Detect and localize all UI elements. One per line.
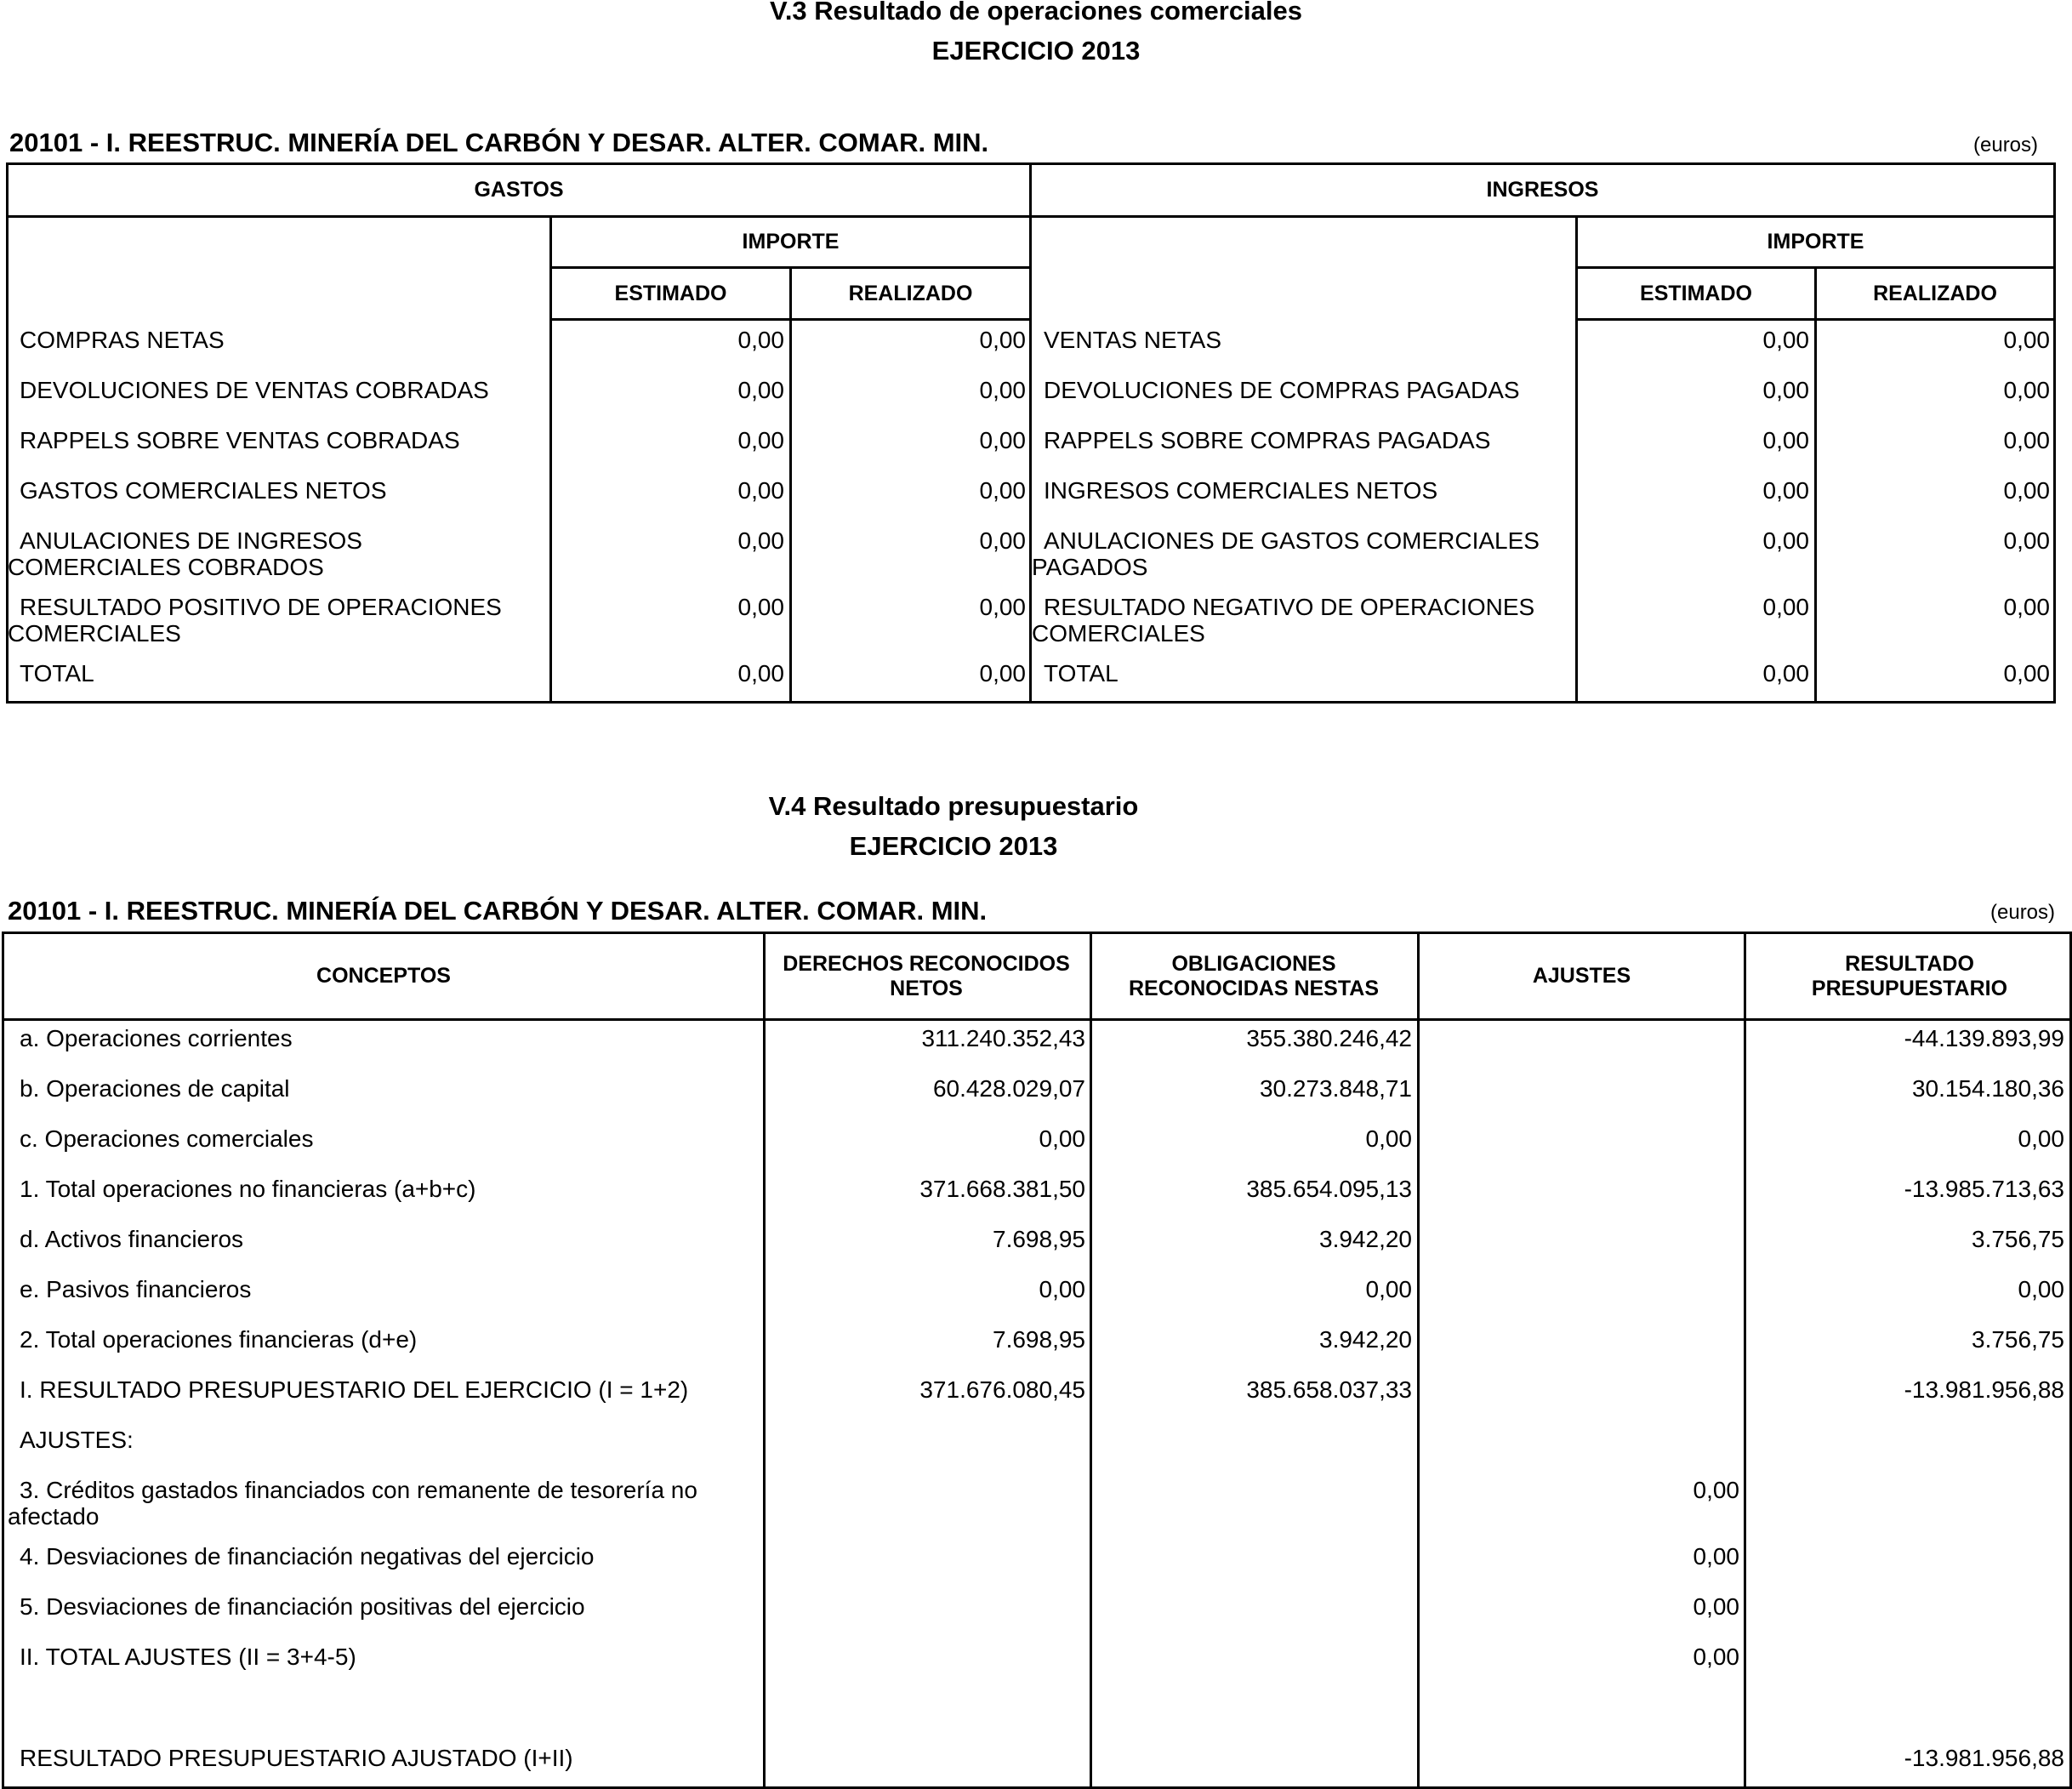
- v4-derechos-value: 311.240.352,43: [921, 1025, 1085, 1051]
- v4-concepto-label: 1. Total operaciones no financieras (a+b+c): [20, 1176, 476, 1202]
- v4-obligaciones-value: 0,00: [1365, 1125, 1412, 1152]
- v3-gastos-header: GASTOS: [474, 178, 564, 202]
- v3-gasto-realizado: 0,00: [979, 477, 1026, 504]
- v3-gasto-realizado: 0,00: [979, 527, 1026, 554]
- v4-derechos-value: 0,00: [1039, 1125, 1085, 1152]
- v4-ajustes-value: 0,00: [1693, 1593, 1739, 1620]
- v4-obligaciones-value: 355.380.246,42: [1246, 1025, 1412, 1051]
- v3-ingreso-label: VENTAS NETAS: [1044, 327, 1222, 353]
- v4-year: EJERCICIO 2013: [849, 831, 1058, 861]
- v3-gastos-realizado-header: REALIZADO: [848, 281, 973, 305]
- v4-concepto-label: e. Pasivos financieros: [20, 1276, 252, 1302]
- v4-ajustes-value: 0,00: [1693, 1477, 1739, 1503]
- v3-section-title: 20101 - I. REESTRUC. MINERÍA DEL CARBÓN Y DESAR. ALTER. COMAR. MIN.: [9, 128, 989, 157]
- v3-ingreso-estimado: 0,00: [1762, 377, 1809, 403]
- v4-obligaciones-value: 3.942,20: [1319, 1326, 1412, 1353]
- v3-gastos-estimado-header: ESTIMADO: [614, 281, 727, 305]
- v4-concepto-label: II. TOTAL AJUSTES (II = 3+4-5): [20, 1644, 356, 1670]
- v4-derechos-header: DERECHOS RECONOCIDOS NETOS: [783, 951, 1070, 1000]
- v3-gasto-realizado: 0,00: [979, 377, 1026, 403]
- v4-concepto-label: b. Operaciones de capital: [20, 1075, 290, 1102]
- v4-obligaciones-header: OBLIGACIONES RECONOCIDAS NESTAS: [1128, 951, 1379, 1000]
- v3-ingreso-label: ANULACIONES DE GASTOS COMERCIALES PAGADOS: [1032, 527, 1540, 580]
- v4-obligaciones-value: 3.942,20: [1319, 1226, 1412, 1252]
- v4-resultado-value: -13.981.956,88: [1904, 1745, 2064, 1771]
- v4-concepto-label: 4. Desviaciones de financiación negativas del ejercicio: [20, 1543, 595, 1570]
- v4-concepto-label: RESULTADO PRESUPUESTARIO AJUSTADO (I+II): [20, 1745, 573, 1771]
- v3-gastos-importe-header: IMPORTE: [742, 230, 840, 254]
- v4-derechos-value: 371.676.080,45: [919, 1376, 1085, 1403]
- v3-title: V.3 Resultado de operaciones comerciales: [769, 0, 1303, 26]
- v3-ingreso-realizado: 0,00: [2003, 477, 2050, 504]
- v4-obligaciones-value: 0,00: [1365, 1276, 1412, 1302]
- v3-ingreso-realizado: 0,00: [2003, 660, 2050, 687]
- v3-gasto-estimado: 0,00: [737, 660, 784, 687]
- v4-resultado-value: -44.139.893,99: [1904, 1025, 2064, 1051]
- v4-derechos-value: 60.428.029,07: [932, 1075, 1085, 1102]
- v3-ingreso-realizado: 0,00: [2003, 427, 2050, 453]
- v4-resultado-value: 30.154.180,36: [1911, 1075, 2064, 1102]
- v4-resultado-value: 0,00: [2018, 1125, 2064, 1152]
- v3-ingreso-estimado: 0,00: [1762, 477, 1809, 504]
- v4-concepto-label: I. RESULTADO PRESUPUESTARIO DEL EJERCICIO (I = 1+2): [20, 1376, 689, 1403]
- v4-concepto-label: d. Activos financieros: [20, 1226, 244, 1252]
- v3-gasto-label: RESULTADO POSITIVO DE OPERACIONES COMERCIALES: [8, 594, 502, 647]
- v3-gasto-estimado: 0,00: [737, 427, 784, 453]
- v3-gasto-label: ANULACIONES DE INGRESOS COMERCIALES COBRADOS: [8, 527, 362, 580]
- v4-title: V.4 Resultado presupuestario: [768, 791, 1139, 821]
- v4-concepto-label: c. Operaciones comerciales: [20, 1125, 314, 1152]
- v4-resultado-value: 3.756,75: [1972, 1326, 2064, 1353]
- v3-ingreso-label: TOTAL: [1044, 660, 1119, 687]
- v3-ingreso-estimado: 0,00: [1762, 327, 1809, 353]
- v3-ingreso-estimado: 0,00: [1762, 527, 1809, 554]
- v3-gasto-realizado: 0,00: [979, 327, 1026, 353]
- v3-ingreso-estimado: 0,00: [1762, 594, 1809, 620]
- v3-ingreso-realizado: 0,00: [2003, 377, 2050, 403]
- v3-ingresos-header: INGRESOS: [1486, 178, 1599, 202]
- v4-resultado-value: -13.981.956,88: [1904, 1376, 2064, 1403]
- v3-ingresos-importe-header: IMPORTE: [1767, 230, 1864, 254]
- v4-concepto-label: 5. Desviaciones de financiación positivas del ejercicio: [20, 1593, 585, 1620]
- v3-gasto-realizado: 0,00: [979, 660, 1026, 687]
- v3-gasto-estimado: 0,00: [737, 377, 784, 403]
- v4-derechos-value: 0,00: [1039, 1276, 1085, 1302]
- v3-year: EJERCICIO 2013: [931, 36, 1141, 66]
- v3-ingreso-label: DEVOLUCIONES DE COMPRAS PAGADAS: [1044, 377, 1520, 403]
- v3-gasto-estimado: 0,00: [737, 527, 784, 554]
- v4-concepto-label: 3. Créditos gastados financiados con remanente de tesorería no afectado: [8, 1477, 697, 1530]
- v4-conceptos-header: CONCEPTOS: [316, 964, 451, 988]
- v4-derechos-value: 7.698,95: [993, 1226, 1085, 1252]
- v4-derechos-value: 371.668.381,50: [919, 1176, 1085, 1202]
- v4-concepto-label: a. Operaciones corrientes: [20, 1025, 293, 1051]
- v3-ingreso-realizado: 0,00: [2003, 327, 2050, 353]
- v3-gasto-realizado: 0,00: [979, 427, 1026, 453]
- v4-concepto-label: 2. Total operaciones financieras (d+e): [20, 1326, 418, 1353]
- v4-resultado-header: RESULTADO PRESUPUESTARIO: [1811, 951, 2008, 1000]
- v3-ingreso-estimado: 0,00: [1762, 427, 1809, 453]
- v3-gasto-label: GASTOS COMERCIALES NETOS: [20, 477, 387, 504]
- v4-obligaciones-value: 30.273.848,71: [1259, 1075, 1412, 1102]
- v4-ajustes-value: 0,00: [1693, 1644, 1739, 1670]
- v3-gasto-estimado: 0,00: [737, 594, 784, 620]
- v3-ingreso-label: RAPPELS SOBRE COMPRAS PAGADAS: [1044, 427, 1491, 453]
- v4-unit: (euros): [1990, 901, 2056, 924]
- v3-gasto-estimado: 0,00: [737, 477, 784, 504]
- v4-ajustes-header: AJUSTES: [1532, 964, 1631, 988]
- v4-resultado-value: 3.756,75: [1972, 1226, 2064, 1252]
- v4-ajustes-value: 0,00: [1693, 1543, 1739, 1570]
- v3-gasto-label: TOTAL: [20, 660, 94, 687]
- v3-ingresos-estimado-header: ESTIMADO: [1640, 281, 1752, 305]
- v3-unit: (euros): [1973, 134, 2039, 157]
- v4-obligaciones-value: 385.654.095,13: [1246, 1176, 1412, 1202]
- v4-resultado-value: 0,00: [2018, 1276, 2064, 1302]
- v4-derechos-value: 7.698,95: [993, 1326, 1085, 1353]
- v3-ingreso-realizado: 0,00: [2003, 594, 2050, 620]
- v3-gasto-label: RAPPELS SOBRE VENTAS COBRADAS: [20, 427, 460, 453]
- v4-concepto-label: AJUSTES:: [20, 1427, 134, 1453]
- v3-ingreso-label: INGRESOS COMERCIALES NETOS: [1044, 477, 1438, 504]
- v3-ingresos-realizado-header: REALIZADO: [1873, 281, 1997, 305]
- v4-obligaciones-value: 385.658.037,33: [1246, 1376, 1412, 1403]
- v3-ingreso-estimado: 0,00: [1762, 660, 1809, 687]
- v4-resultado-value: -13.985.713,63: [1904, 1176, 2064, 1202]
- v3-gasto-label: DEVOLUCIONES DE VENTAS COBRADAS: [20, 377, 489, 403]
- v3-ingreso-label: RESULTADO NEGATIVO DE OPERACIONES COMERCIALES: [1032, 594, 1535, 647]
- v3-gasto-realizado: 0,00: [979, 594, 1026, 620]
- v3-gasto-estimado: 0,00: [737, 327, 784, 353]
- v4-section-title: 20101 - I. REESTRUC. MINERÍA DEL CARBÓN Y DESAR. ALTER. COMAR. MIN.: [8, 896, 988, 926]
- v3-ingreso-realizado: 0,00: [2003, 527, 2050, 554]
- v3-gasto-label: COMPRAS NETAS: [20, 327, 225, 353]
